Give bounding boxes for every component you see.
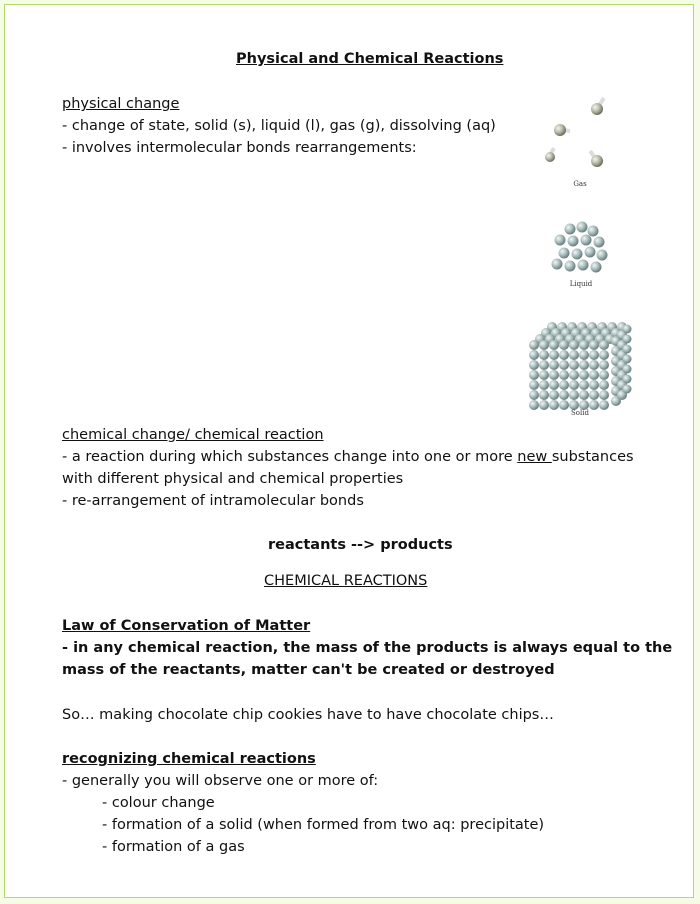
recognizing-intro: - generally you will observe one or more of: xyxy=(62,773,379,789)
page-title: Physical and Chemical Reactions xyxy=(236,51,504,67)
chemical-line-1-end: substances xyxy=(551,449,634,465)
chemical-line-1 xyxy=(62,447,634,467)
recognizing-heading: recognizing chemical reactions xyxy=(62,751,316,767)
worksheet-page xyxy=(4,4,694,898)
new-word: new xyxy=(517,449,552,465)
cookies-sentence: So… making chocolate chip cookies have to have chocolate chips… xyxy=(62,707,554,723)
law-line-1: - in any chemical reaction, the mass of the products is always equal to the xyxy=(62,640,673,656)
gas-caption: Gas xyxy=(573,180,587,188)
section-heading: CHEMICAL REACTIONS xyxy=(264,573,428,589)
law-line-2: mass of the reactants, matter can't be created or destroyed xyxy=(62,662,555,678)
recognizing-item-gas: - formation of a gas xyxy=(102,839,245,855)
law-heading: Law of Conservation of Matter xyxy=(62,618,311,634)
liquid-caption: Liquid xyxy=(569,280,593,288)
liquid-particles-image xyxy=(548,220,614,278)
solid-caption: Solid xyxy=(571,409,589,417)
chemical-line-2: with different physical and chemical properties xyxy=(62,471,404,487)
physical-line-2: - involves intermolecular bonds rearrangements: xyxy=(62,140,417,156)
chemical-change-heading: chemical change/ chemical reaction xyxy=(62,427,324,443)
chemical-line-1-start: - a reaction during which substances change into one or more xyxy=(62,449,518,465)
recognizing-item-solid: - formation of a solid (when formed from two aq: precipitate) xyxy=(102,817,545,833)
solid-particles-image xyxy=(528,321,632,413)
chemical-line-3: - re-arrangement of intramolecular bonds xyxy=(62,493,364,509)
recognizing-item-colour: - colour change xyxy=(102,795,215,811)
physical-line-1: - change of state, solid (s), liquid (l), gas (g), dissolving (aq) xyxy=(62,118,496,134)
physical-change-heading: physical change xyxy=(62,96,180,112)
gas-particles-image xyxy=(540,93,610,175)
reaction-equation: reactants --> products xyxy=(268,537,453,553)
